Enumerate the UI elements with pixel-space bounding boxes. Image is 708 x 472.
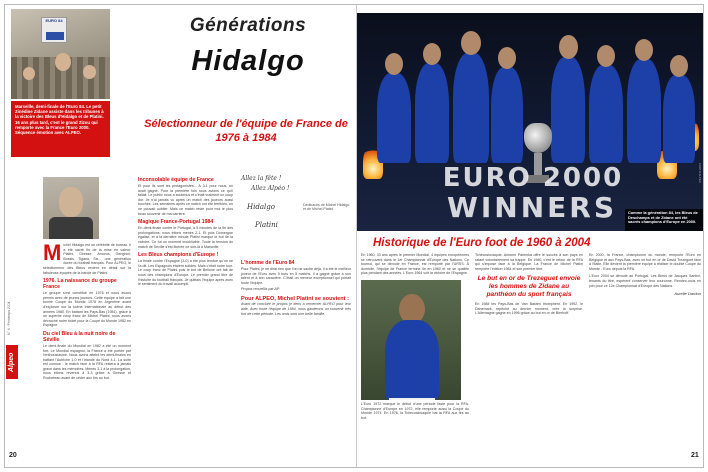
player-figure [453, 53, 489, 163]
photo-player [361, 280, 461, 400]
player-photo-body [385, 320, 439, 400]
heading-magique: Magique France-Portugal 1984 [138, 219, 214, 226]
platini-quote: Avant de conclure le propos je tiens à remercier ALPEO pour leur aide. Avec toute l'équipe de 1984, nous garderons un souvenir très fort de cette période. Les amis sont une belle famille. [241, 302, 351, 316]
signatures [237, 173, 299, 243]
player-head [461, 31, 481, 55]
player-head [597, 45, 615, 67]
signature-line: Allez la fête ! [241, 175, 282, 182]
hero-caption: Comme la génération 84, les Bleus de Deschamps et de Zidane ont été sacrés champions d'Europe en 2000. [625, 209, 703, 231]
history-column-3 [589, 253, 701, 465]
history-text-3: En 2000, la France, championne du monde, remporte l'Euro en Belgique et aux Pays-Bas, avec un but en or de David Trezeguet face à l'Italie. Elle devient la première équipe à réaliser le doublé Coupe du Monde - Euro depuis la RFA. [589, 253, 701, 271]
author-credit: Aurélie Dardun [674, 291, 701, 297]
intro-text [43, 243, 131, 275]
quote-title: Pour ALPEO, Michel Platini se souvient : [241, 295, 349, 302]
child-head [55, 53, 71, 71]
player-head [635, 39, 653, 61]
banner-euro2000: EURO 2000 [442, 163, 624, 193]
player-figure [627, 59, 661, 163]
title-line-1: Générations [189, 15, 307, 36]
portrait-suit [49, 217, 93, 239]
heading-inconsolable: Inconsolable équipe de France [138, 177, 214, 183]
history-title: Historique de l'Euro foot de 1960 à 2004 [373, 237, 591, 249]
heading-seville: Du ciel Bleu à la nuit noire de Séville [43, 330, 116, 343]
signature-platini: Platini [255, 221, 278, 229]
signature-hidalgo: Hidalgo [247, 203, 275, 211]
player-figure [551, 57, 585, 163]
player-head [559, 35, 578, 59]
player-head [423, 43, 441, 65]
photo-zidane-kid [11, 9, 110, 99]
player-figure [377, 73, 411, 163]
heading-champions: Les Bleus champions d'Europe ! [138, 252, 219, 259]
text-inconsolable: Et pour ils sont les protagonistes... À 3-1 pour nous, on avait gagné. Pour la première fois nous avions ce qu'il fallait. Le public nous a soutenus et c'était vraiment un coup dur. Je n'ai jamais vu après un match des joueurs aussi touchés. Les semaines après ce match ont été terribles, on ne pouvait oublier. Mais ce match reste pour moi le plus beau souvenir de ma carrière. [138, 184, 233, 216]
player-figure [491, 67, 523, 163]
history-text-2b: En 1988 les Pays-Bas de Van Basten triomphent. En 1992, le Danemark, repêché au dernier moment, crée la surprise. L'Allemagne gagne en 1996 grâce au but en or de Bierhoff. [475, 302, 583, 316]
text-magique: En demi-finale contre le Portugal, à 5 minutes de la fin des prolongations, nous étions menés 2-1. Et puis Domergue égalise, et à la dernière minute Platini marque le but de la victoire. Ce fut un moment inoubliable. Toute la tension du match de Séville s'est libérée ce soir-là à Marseille. [138, 226, 233, 249]
trophy-cup [524, 123, 552, 153]
page-number-left: 20 [9, 452, 17, 459]
signature-line: Allez Alpéo ! [251, 185, 290, 192]
portrait-face [59, 187, 83, 217]
dropcap: M [43, 243, 62, 265]
subtitle: Sélectionneur de l'équipe de France de 1976 à 1984 [144, 118, 348, 144]
column-a [43, 243, 131, 463]
spectator-head [83, 65, 96, 79]
right-page [357, 5, 704, 468]
dedication-caption: Dédicaces de Michel Hidalgo et de Michel Platini. [303, 203, 350, 212]
column-b [138, 177, 233, 463]
history-text-1: En 1960, 33 ans après le premier Mondial, 4 équipes européennes se retrouvent dans le 1er Championnat d'Europe des Nations. Ce tournoi, qui se déroule en France, est remporté par l'URSS. À domicile, l'équipe de France termine 4e en 1960 et ne se qualifie plus pendant des années. L'Euro 1964 voit la victoire de l'Espagne. [361, 253, 469, 276]
text-homme: Pour Platini, je ne dirai rien que l'on ne sache déjà. Il a été le meilleur joueur de l'Euro avec 9 buts en 5 matchs. Il a gagné grâce à son talent et à son caractère. C'était un meneur exceptionnel qui portait toute l'équipe. [241, 267, 351, 285]
text-1976: Le groupe s'est constitué en 1976 et nous avons permis avec de jeunes joueurs. Cette équipe a fait une bonne Coupe du Monde 1978 en Argentine avant d'exploser sur la scène internationale au début des années 1980. En battant les Pays-Bas (1981), grâce à un superbe coup franc de Michel Platini, nous avons décroché notre ticket pour la Coupe du Monde 1982 en Espagne. [43, 291, 131, 328]
hero-photo-euro2000 [357, 13, 704, 231]
issue-sidebar-text: N° 4 · Printemps 2004 [7, 301, 11, 335]
history-column-1 [361, 253, 469, 465]
banner-winners: WINNERS [446, 191, 618, 224]
euro84-poster [41, 17, 67, 43]
column-c [241, 260, 351, 463]
player-head [498, 47, 516, 69]
magazine-spread [4, 4, 704, 468]
player-photo-shorts [389, 398, 435, 400]
player-head [670, 55, 688, 77]
player-figure [589, 65, 623, 163]
history-column-2 [475, 253, 583, 465]
spectator-head [23, 67, 35, 80]
left-page [5, 5, 357, 468]
credit-propos: Propos recueillis par AP. [241, 287, 280, 292]
photo-credit: PHOTO ALPEO [698, 163, 702, 183]
pull-quote: Le but en or de Trezeguet envoie les hommes de Zidane au panthéon du sport français [477, 275, 581, 298]
history-text-3b: L'Euro 2004 se déroule au Portugal. Les Bleus de Jacques Santini, tenants du titre, espèrent conserver leur couronne. Rendez-vous en juin pour ce 12e Championnat d'Europe des Nations. [589, 274, 701, 288]
player-figure [415, 63, 449, 163]
heading-homme: L'homme de l'Euro 84 [241, 260, 295, 266]
title-line-2: Hidalgo [191, 45, 305, 77]
intro-body: ichel Hidalgo est un célébrité de bureau. Il a été sacré fin de la mise en valeur. Platini, Giresse, Amoros, Genghini, Bossis, Tigana, Six... une génération dorée du football français. Pour ALPEO, le sélectionneur des Bleus revient en détail sur la fabuleuse épopée de la bande de Platini. [43, 243, 131, 275]
history-text-2: Tchécoslovaquie. Antonín Panenka offre le succès à son pays en ratant volontairement sa frappe. En 1980, c'est le retour de la RFA qui s'impose face à la Belgique. La France de Michel Platini remporte l'édition 1984 et son premier titre. [475, 253, 583, 271]
heading-1976: 1976. La naissance du groupe France [43, 278, 117, 291]
text-seville: Le demi-finale du Mondial en 1982 a été un moment fort. Le Mondial espagnol, la France a été portée par l'enthousiasme. Nous avons atteint les demi-finales en battant l'Autriche 1-0 et l'Irlande du Nord 4-1. La suite est connue : le match face à la RFA restera à jamais gravé dans les mémoires. Menés 3-1 à la prolongation, nous étions revenus à 3-3 grâce à Giresse et Rocheteau avant de céder aux tirs au but. [43, 343, 131, 381]
player-head [385, 53, 403, 75]
history-text-1b: L'Euro 1972 marque le début d'une période faste pour la RFA. Championne d'Europe en 1972, elle remporte aussi la Coupe du Monde 1974. En 1976, la Tchécoslovaquie bat la RFA aux tirs au but. [361, 401, 469, 420]
poster-bar [46, 32, 64, 40]
text-champions: La finale contre l'Espagne (2-0) a été plus tendue qu'on ne l'a dit. Les Espagnols étaient solides. Mais c'était notre tour. Le coup franc de Platini puis le but de Bellone ont fait de nous des champions d'Europe. Le premier grand titre de l'histoire du football français. Je quittais l'équipe après avec le sentiment du travail accompli. [138, 259, 233, 287]
photo-caption: Marseille, demi-finale de l'Euro 84. Le petit Zinédine Zidane assiste dans les tribunes à la victoire des Bleus d'Hidalgo et de Platini. 16 ans plus tard, c'est le grand Zizou qui remporte avec la France l'Euro 2000. Séquence émotion avec ALPEO. [11, 101, 110, 157]
page-number-right: 21 [691, 452, 699, 459]
player-figure [663, 75, 695, 163]
poster-text: EURO 84 [45, 18, 63, 23]
portrait-hidalgo [43, 177, 99, 239]
alpeo-logo: Alpeo [6, 345, 18, 379]
